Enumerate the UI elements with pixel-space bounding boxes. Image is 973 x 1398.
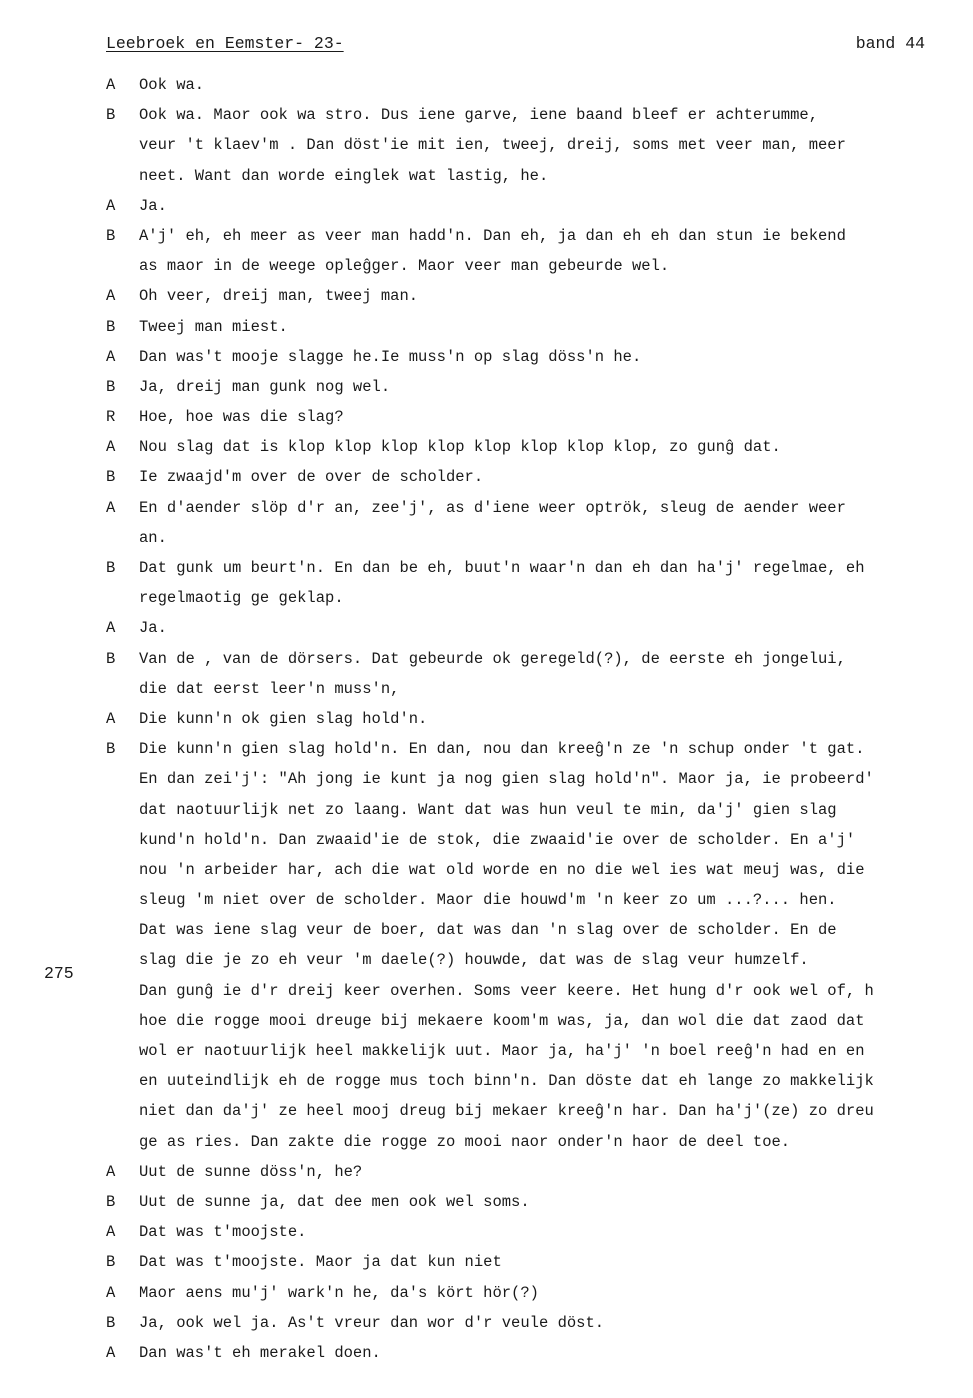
utterance-text: veur 't klaev'm . Dan döst'ie mit ien, tweej, dreij, soms met veer man, meer — [139, 136, 846, 155]
transcript-line — [0, 982, 973, 1012]
utterance-text: slag die je zo eh veur 'm daele(?) houwde, dat was de slag veur humzelf. — [139, 951, 809, 970]
transcript-line — [0, 1284, 973, 1314]
transcript-line — [0, 76, 973, 106]
transcript-line — [0, 951, 973, 981]
utterance-text: die dat eerst leer'n muss'n, — [139, 679, 400, 698]
transcript-line — [0, 468, 973, 498]
transcript-line — [0, 1314, 973, 1344]
utterance-text: Die kunn'n ok gien slag hold'n. — [139, 709, 428, 728]
speaker-label: B — [106, 649, 116, 668]
transcript-line — [0, 106, 973, 136]
speaker-label: A — [106, 347, 116, 366]
transcript-line — [0, 1193, 973, 1223]
utterance-text: kund'n hold'n. Dan zwaaid'ie de stok, die zwaaid'ie over de scholder. En a'j' — [139, 830, 856, 849]
transcript-lines — [0, 76, 973, 1374]
document-title: Leebroek en Eemster- 23- — [106, 34, 344, 53]
transcript-line — [0, 831, 973, 861]
transcript-line — [0, 529, 973, 559]
speaker-label: A — [106, 196, 116, 215]
speaker-label: B — [106, 559, 116, 577]
speaker-label: A — [106, 287, 116, 306]
utterance-text: Uut de sunne döss'n, he? — [139, 1162, 363, 1181]
speaker-label: B — [106, 1253, 116, 1272]
transcript-line — [0, 589, 973, 619]
transcript-line — [0, 1163, 973, 1193]
transcript-line — [0, 136, 973, 166]
transcript-line — [0, 619, 973, 649]
utterance-text: Tweej man miest. — [139, 317, 288, 336]
utterance-text: Dan was't eh merakel doen. — [139, 1343, 381, 1362]
utterance-text: ge as ries. Dan zakte die rogge zo mooi naor onder'n haor de deel toe. — [139, 1132, 791, 1151]
speaker-label: B — [106, 226, 116, 245]
transcript-line — [0, 1344, 973, 1374]
transcript-line — [0, 408, 973, 438]
speaker-label: A — [106, 438, 116, 457]
speaker-label: A — [106, 1162, 116, 1181]
utterance-text: Dat was t'moojste. — [139, 1223, 307, 1242]
band-label: band 44 — [855, 34, 925, 53]
speaker-label: A — [106, 619, 116, 638]
utterance-text: regelmaotig ge geklap. — [139, 589, 344, 608]
utterance-text: Nou slag dat is klop klop klop klop klop klop klop klop, zo gunĝ dat. — [139, 438, 781, 457]
utterance-text: Van de , van de dörsers. Dat gebeurde ok geregeld(?), de eerste eh jongelui, — [139, 649, 846, 668]
speaker-label: A — [106, 709, 116, 728]
speaker-label: A — [106, 1223, 116, 1242]
transcript-line — [0, 770, 973, 800]
transcript-line — [0, 287, 973, 317]
transcript-line — [0, 197, 973, 227]
page-header — [106, 34, 925, 58]
speaker-label: A — [106, 1283, 116, 1302]
speaker-label: B — [106, 468, 116, 487]
transcript-line — [0, 1072, 973, 1102]
utterance-text: Hoe, hoe was die slag? — [139, 408, 344, 427]
transcript-line — [0, 1253, 973, 1283]
speaker-label: A — [106, 76, 116, 94]
utterance-text: Dan was't mooje slagge he.Ie muss'n op slag döss'n he. — [139, 347, 642, 366]
utterance-text: en uuteindlijk eh de rogge mus toch binn'n. Dan döste dat eh lange zo makkelijk — [139, 1072, 874, 1091]
transcript-line — [0, 1042, 973, 1072]
transcript-line — [0, 167, 973, 197]
utterance-text: Ook wa. Maor ook wa stro. Dus iene garve, iene baand bleef er achterumme, — [139, 106, 819, 125]
transcript-line — [0, 801, 973, 831]
utterance-text: sleug 'm niet over de scholder. Maor die houwd'm 'n keer zo um ...?... hen. — [139, 891, 837, 910]
transcript-line — [0, 680, 973, 710]
utterance-text: Dat was t'moojste. Maor ja dat kun niet — [139, 1253, 502, 1272]
transcript-line — [0, 740, 973, 770]
transcript-line — [0, 559, 973, 589]
utterance-text: Ja. — [139, 196, 167, 215]
utterance-text: Dat was iene slag veur de boer, dat was dan 'n slag over de scholder. En de — [139, 921, 837, 940]
utterance-text: niet dan da'j' ze heel mooj dreug bij mekaer kreeĝ'n har. Dan ha'j'(ze) zo dreu — [139, 1102, 874, 1121]
transcript-line — [0, 318, 973, 348]
utterance-text: Die kunn'n gien slag hold'n. En dan, nou dan kreeĝ'n ze 'n schup onder 't gat. — [139, 740, 865, 759]
margin-number: 275 — [44, 964, 74, 983]
speaker-label: B — [106, 740, 116, 759]
transcript-line — [0, 438, 973, 468]
utterance-text: Maor aens mu'j' wark'n he, da's kört hör(?) — [139, 1283, 539, 1302]
utterance-text: wol er naotuurlijk heel makkelijk uut. Maor ja, ha'j' 'n boel reeĝ'n had en en — [139, 1042, 865, 1060]
transcript-line — [0, 1102, 973, 1132]
utterance-text: A'j' eh, eh meer as veer man hadd'n. Dan eh, ja dan eh eh dan stun ie bekend — [139, 226, 846, 245]
transcript-line — [0, 650, 973, 680]
transcript-line — [0, 1012, 973, 1042]
transcript-line — [0, 257, 973, 287]
speaker-label: R — [106, 408, 116, 427]
utterance-text: Ja. — [139, 619, 167, 638]
speaker-label: B — [106, 106, 116, 125]
transcript-line — [0, 861, 973, 891]
transcript-line — [0, 378, 973, 408]
utterance-text: En dan zei'j': "Ah jong ie kunt ja nog gien slag hold'n". Maor ja, ie probeerd' — [139, 770, 874, 789]
transcript-line — [0, 921, 973, 951]
utterance-text: Dat gunk um beurt'n. En dan be eh, buut'n waar'n dan eh dan ha'j' regelmae, eh — [139, 559, 865, 577]
transcript-line — [0, 499, 973, 529]
utterance-text: Uut de sunne ja, dat dee men ook wel soms. — [139, 1192, 530, 1211]
utterance-text: Ie zwaajd'm over de over de scholder. — [139, 468, 484, 487]
speaker-label: B — [106, 1313, 116, 1332]
transcript-line — [0, 710, 973, 740]
transcript-line — [0, 891, 973, 921]
speaker-label: B — [106, 1192, 116, 1211]
utterance-text: Dan gunĝ ie d'r dreij keer overhen. Soms veer keere. Het hung d'r ook wel of, h — [139, 981, 874, 1000]
speaker-label: B — [106, 377, 116, 396]
transcript-line — [0, 348, 973, 378]
utterance-text: Ook wa. — [139, 76, 205, 94]
speaker-label: B — [106, 317, 116, 336]
utterance-text: as maor in de weege opleĝger. Maor veer man gebeurde wel. — [139, 257, 670, 276]
utterance-text: Oh veer, dreij man, tweej man. — [139, 287, 419, 306]
utterance-text: En d'aender slöp d'r an, zee'j', as d'iene weer optrök, sleug de aender weer — [139, 498, 846, 517]
transcript-line — [0, 227, 973, 257]
utterance-text: Ja, dreij man gunk nog wel. — [139, 377, 391, 396]
utterance-text: Ja, ook wel ja. As't vreur dan wor d'r veule döst. — [139, 1313, 605, 1332]
utterance-text: nou 'n arbeider har, ach die wat old worde en no die wel ies wat meuj was, die — [139, 860, 865, 879]
utterance-text: hoe die rogge mooi dreuge bij mekaere koom'm was, ja, dan wol die dat zaod dat — [139, 1011, 865, 1030]
speaker-label: A — [106, 1343, 116, 1362]
utterance-text: neet. Want dan worde einglek wat lastig, he. — [139, 166, 549, 185]
transcript-line — [0, 1133, 973, 1163]
utterance-text: dat naotuurlijk net zo laang. Want dat was hun veul te min, da'j' gien slag — [139, 800, 837, 819]
utterance-text: an. — [139, 528, 167, 547]
transcript-line — [0, 1223, 973, 1253]
speaker-label: A — [106, 498, 116, 517]
